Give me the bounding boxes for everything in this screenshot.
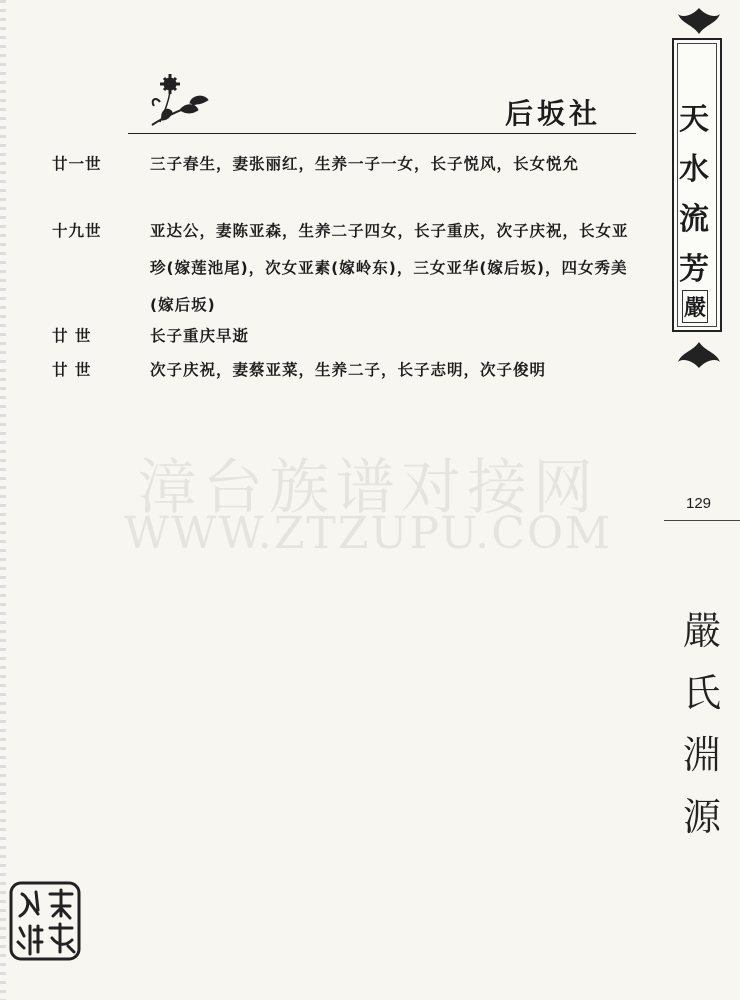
entry-text: 亚达公，妻陈亚森，生养二子四女，长子重庆，次子庆祝，长女亚珍(嫁莲池尾)，次女亚素(嫁岭东)，三女亚华(嫁后坂)，四女秀美(嫁后坂)	[150, 222, 629, 314]
banner-char: 天	[679, 102, 709, 137]
watermark-site-name: 漳台族谱对接网	[137, 453, 599, 523]
surname-char: 淵	[682, 733, 721, 777]
page-number: 129	[686, 495, 712, 512]
banner-seal-char: 嚴	[682, 290, 708, 323]
seal-stamp-icon	[8, 880, 82, 962]
generation-label: 廿 世	[52, 327, 92, 345]
section-title: 后坂社	[505, 97, 602, 130]
flower-ornament-icon	[142, 70, 212, 132]
generation-label: 十九世	[52, 222, 102, 240]
surname-char: 源	[682, 795, 721, 839]
surname-char: 嚴	[682, 609, 721, 653]
generation-label: 廿 世	[52, 361, 92, 379]
entry-text: 次子庆祝，妻蔡亚菜，生养二子，长子志明，次子俊明	[150, 361, 547, 379]
entry-text: 长子重庆早逝	[150, 327, 250, 345]
page-edge	[0, 0, 6, 1000]
surname-char: 氏	[682, 671, 721, 715]
watermark-url: WWW.ZTZUPU.COM	[123, 508, 613, 559]
top-ornament-icon	[676, 6, 722, 36]
title-banner	[672, 38, 722, 332]
header-divider	[128, 133, 636, 134]
bottom-ornament-icon	[676, 340, 722, 370]
banner-char: 流	[679, 202, 709, 237]
generation-label: 廿一世	[52, 155, 102, 173]
banner-char: 水	[679, 152, 709, 187]
page-number-rule	[664, 520, 740, 521]
banner-char: 芳	[679, 252, 709, 287]
surname-column	[677, 600, 727, 848]
entry-text: 三子春生，妻张丽红，生养一子一女，长子悦风，长女悦允	[150, 155, 580, 173]
